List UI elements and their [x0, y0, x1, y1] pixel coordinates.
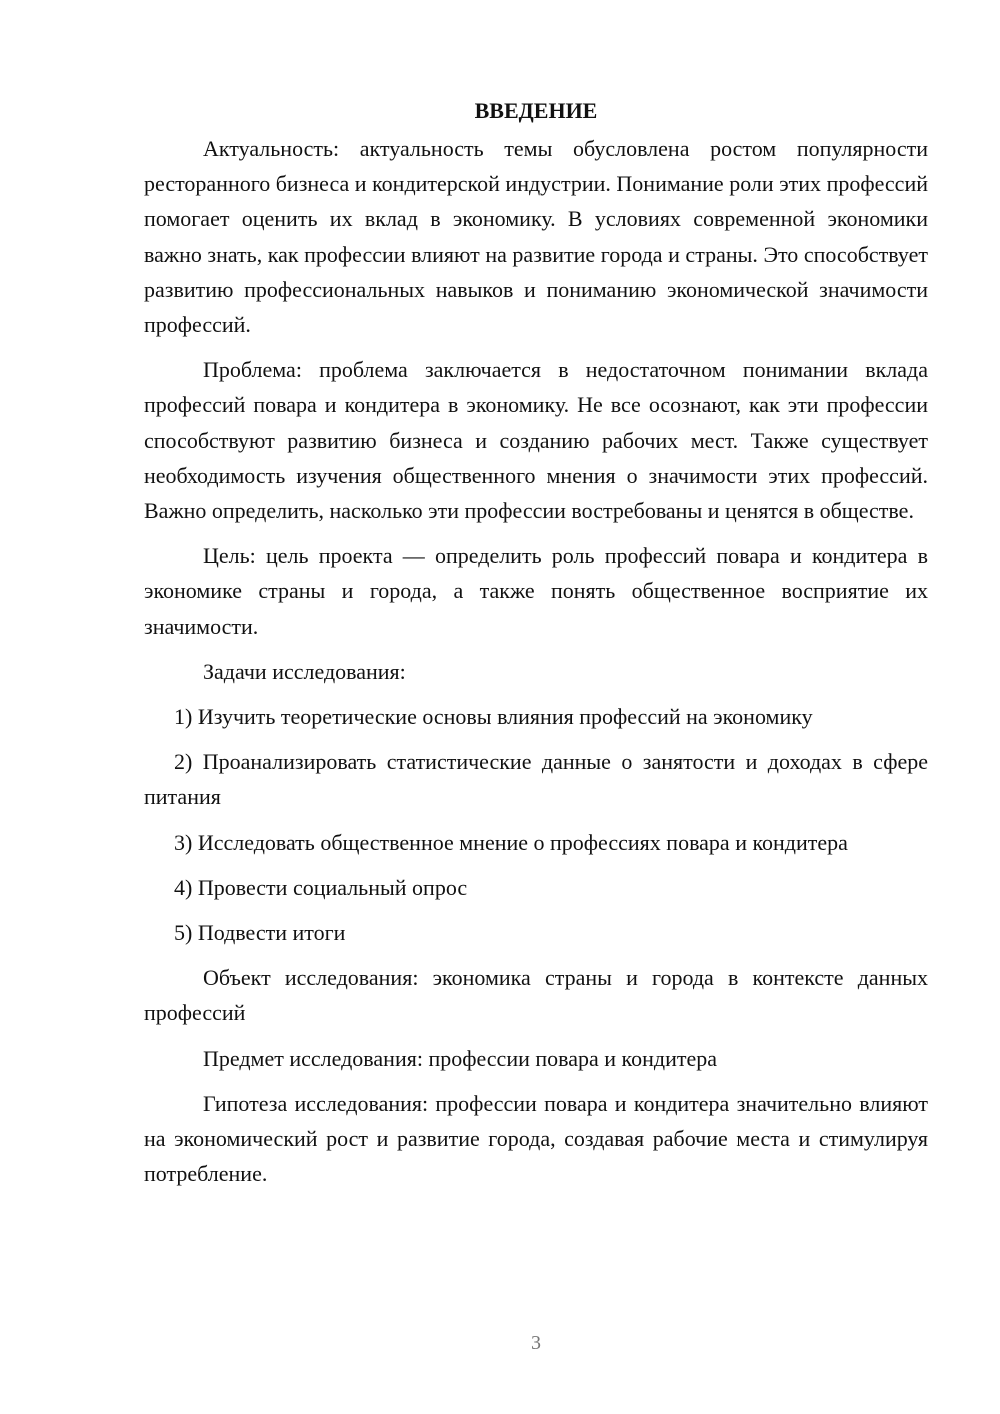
page-number: 3 [531, 1332, 541, 1354]
task-item: 5) Подвести итоги [174, 920, 346, 946]
object-paragraph: Объект исследования: экономика страны и города в контексте данных профессий [144, 965, 928, 1026]
tasks-heading: Задачи исследования: [203, 658, 406, 684]
hypothesis-paragraph: Гипотеза исследования: профессии повара и кондитера значительно влияют на экономический рост и развитие города, создавая рабочие места и стимулируя потребление. [144, 1090, 928, 1187]
goal-paragraph: Цель: цель проекта — определить роль профессий повара и кондитера в экономике страны и города, а также понять общественное восприятие их значимости. [144, 543, 928, 639]
subject-paragraph: Предмет исследования: профессии повара и кондитера [203, 1045, 717, 1071]
problem-paragraph: Проблема: проблема заключается в недостаточном понимании вклада профессий повара и кондитера в экономику. Не все осознают, как эти профессии способствуют развитию бизнеса и созданию рабочих мест. Также существует необходимость изучения общественного мнения о значимости этих профессий. Важно определить, насколько эти профессии востребованы и ценятся в обществе. [144, 357, 928, 524]
task-item: 4) Провести социальный опрос [174, 874, 468, 900]
task-item: 3) Исследовать общественное мнение о профессиях повара и кондитера [174, 829, 848, 855]
task-item: 1) Изучить теоретические основы влияния профессий на экономику [174, 704, 813, 730]
relevance-paragraph: Актуальность: актуальность темы обусловлена ростом популярности ресторанного бизнеса и кондитерской индустрии. Понимание роли этих профессий помогает оценить их вклад в экономику. В условиях современной экономики важно знать, как профессии влияют на развитие города и страны. Это способствует развитию профессиональных навыков и пониманию экономической значимости профессий. [144, 136, 928, 338]
document-page [144, 95, 928, 1201]
task-item: 2) Проанализировать статистические данные о занятости и доходах в сфере питания [144, 749, 928, 810]
page-title: ВВЕДЕНИЕ [474, 98, 598, 123]
